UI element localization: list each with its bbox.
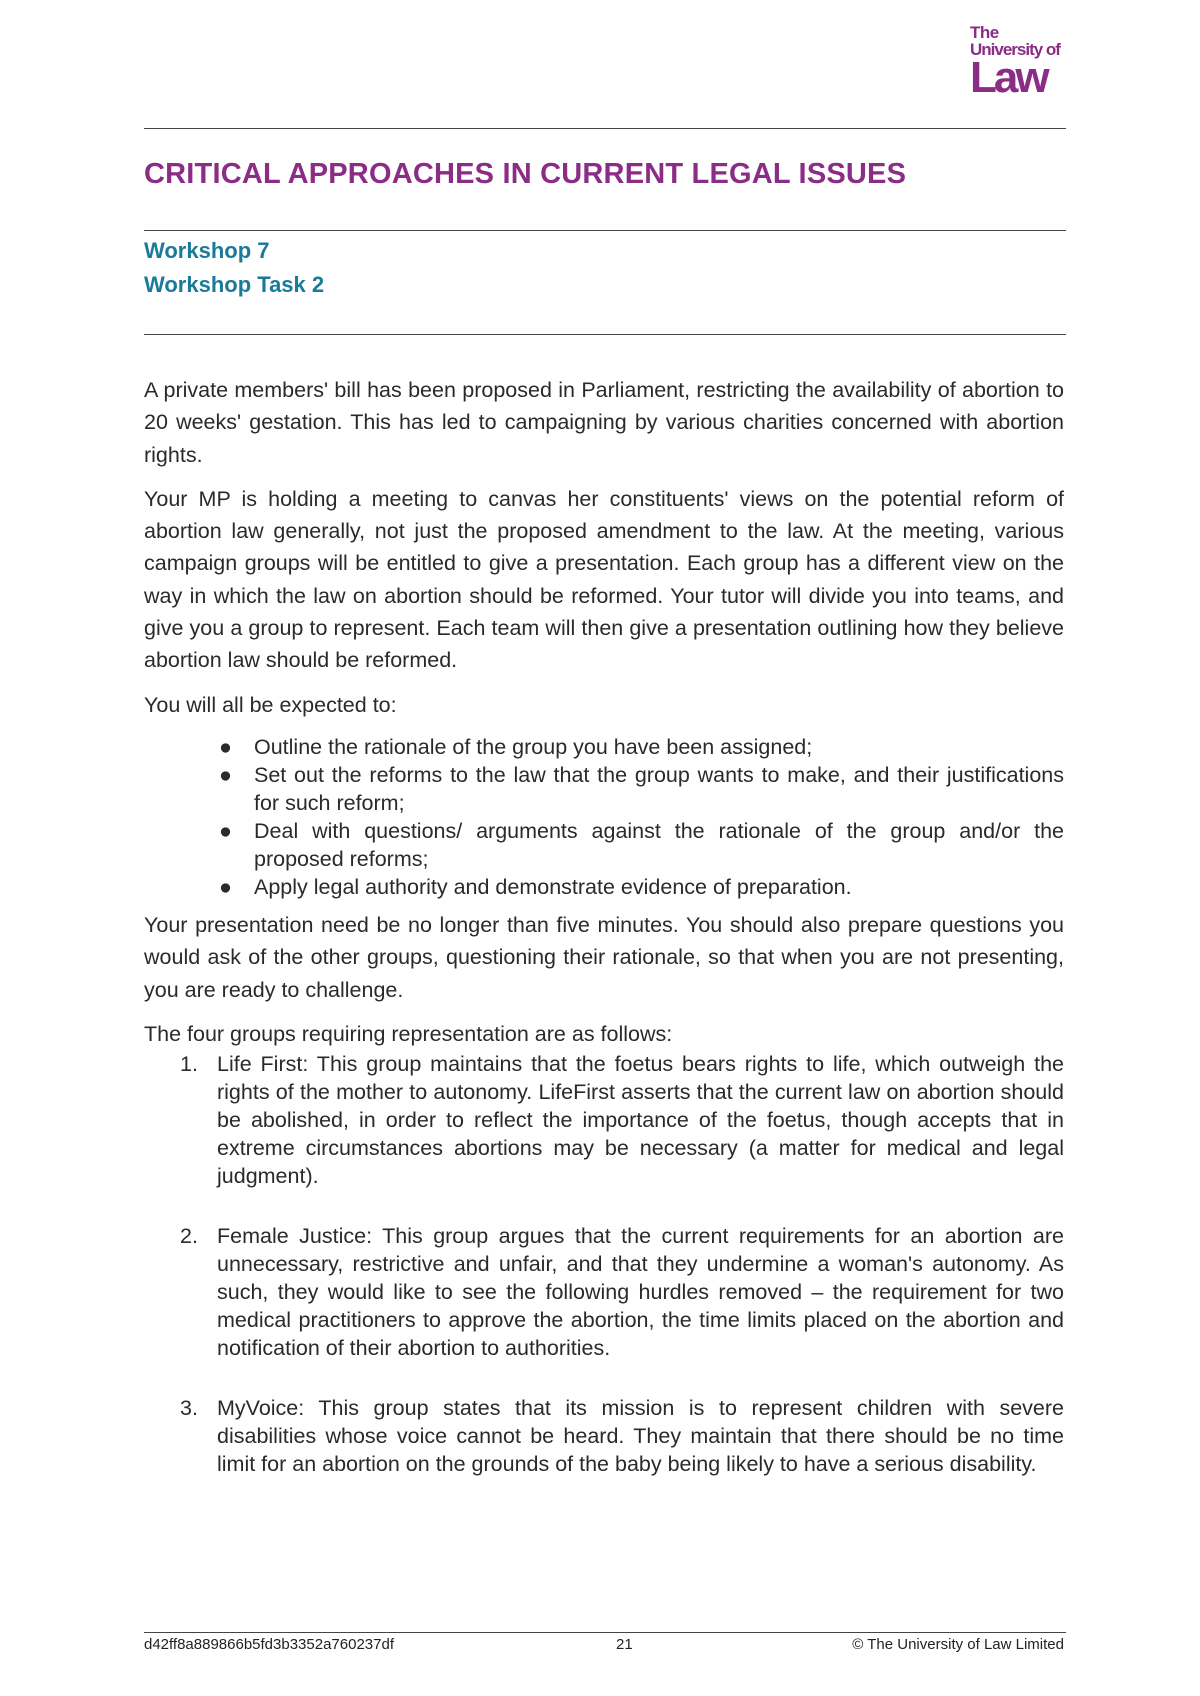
presentation-paragraph: Your presentation need be no longer than five minutes. You should also prepare questions you would ask of the other groups, questioning their rationale, so that when you are not presenting, you are ready to challenge. bbox=[144, 912, 1064, 1002]
copyright-notice: © The University of Law Limited bbox=[852, 1636, 1064, 1653]
list-item: ● Set out the reforms to the law that the group wants to make, and their justifications for such reform; bbox=[219, 762, 1064, 815]
document-id: d42ff8a889866b5fd3b3352a760237df bbox=[144, 1636, 394, 1653]
expectations-intro: You will all be expected to: bbox=[144, 692, 397, 717]
intro-paragraph: A private members' bill has been proposed in Parliament, restricting the availability of abortion to 20 weeks' gestation. This has led to campaigning by various charities concerned with abortion rights. bbox=[144, 378, 1064, 467]
header-rule-bottom bbox=[144, 334, 1066, 335]
bullet-icon: ● bbox=[219, 734, 232, 759]
footer-rule bbox=[144, 1632, 1066, 1633]
list-item: ● Deal with questions/ arguments against the rationale of the group and/or the proposed reforms; bbox=[219, 818, 1064, 871]
bullet-icon: ● bbox=[219, 874, 232, 899]
workshop-task-label: Workshop Task 2 bbox=[144, 272, 325, 297]
document-body bbox=[144, 374, 1064, 1510]
context-paragraph: Your MP is holding a meeting to canvas her constituents' views on the potential reform of abortion law generally, not just the proposed amendment to the law. At the meeting, various campaign groups will be entitled to give a presentation. Each group has a different view on the way in which the law on abortion should be reformed. Your tutor will divide you into teams, and give you a group to represent. Each team will then give a presentation outlining how they believe abortion law should be reformed. bbox=[144, 486, 1064, 673]
list-item: 3. MyVoice: This group states that its mission is to represent children with severe disabilities whose voice cannot be heard. They maintain that there should be no time limit for an abortion on the grounds of the baby being likely to have a serious disability. bbox=[180, 1396, 1064, 1477]
logo-line-the: The bbox=[970, 23, 999, 42]
university-logo bbox=[970, 23, 1070, 102]
groups-intro: The four groups requiring representation are as follows: bbox=[144, 1021, 673, 1046]
logo-line-university: University of bbox=[970, 40, 1060, 59]
workshop-label: Workshop 7 bbox=[144, 238, 270, 263]
list-item: 1. Life First: This group maintains that the foetus bears rights to life, which outweigh the rights of the mother to autonomy. LifeFirst asserts that the current law on abortion should be abolished, in order to reflect the importance of the foetus, though accepts that in extreme circumstances abortions may be necessary (a matter for medical and legal judgment). bbox=[180, 1052, 1064, 1189]
logo-line-law: Law bbox=[970, 53, 1047, 102]
page-number: 21 bbox=[616, 1636, 633, 1653]
header-rule-top bbox=[144, 128, 1066, 129]
page-title: CRITICAL APPROACHES IN CURRENT LEGAL ISSUES bbox=[144, 158, 907, 190]
bullet-icon: ● bbox=[219, 818, 232, 843]
expectations-list bbox=[144, 733, 1064, 901]
header-rule-middle bbox=[144, 230, 1066, 231]
bullet-icon: ● bbox=[219, 762, 232, 787]
list-item: ● Apply legal authority and demonstrate evidence of preparation. bbox=[219, 874, 852, 899]
list-item: ● Outline the rationale of the group you have been assigned; bbox=[219, 734, 813, 759]
groups-list bbox=[144, 1050, 1064, 1478]
list-item: 2. Female Justice: This group argues that the current requirements for an abortion are unnecessary, restrictive and unfair, and that they undermine a woman's autonomy. As such, they would like to see the following hurdles removed – the requirement for two medical practitioners to approve the abortion, the time limits placed on the abortion and notification of their abortion to authorities. bbox=[180, 1224, 1064, 1361]
